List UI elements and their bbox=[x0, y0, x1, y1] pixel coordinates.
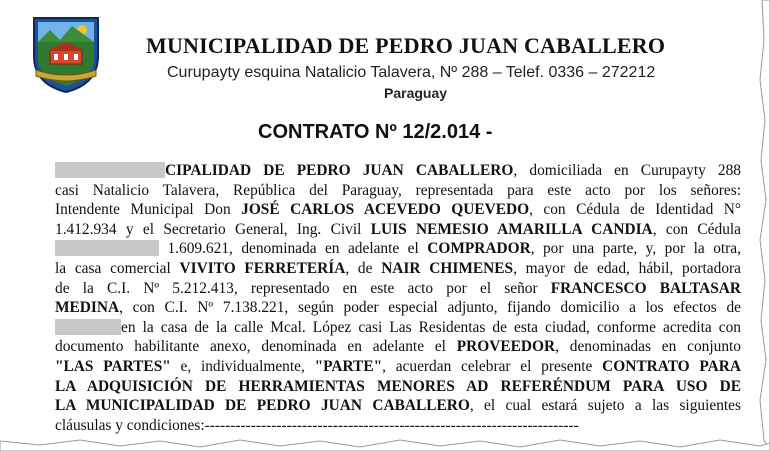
municipal-coat-of-arms-icon bbox=[30, 12, 102, 94]
municipality-address: Curupayty esquina Natalicio Talavera, Nº 288 – Telef. 0336 – 272212 bbox=[167, 64, 656, 81]
body-text-segment: , con Cédula de Identidad N° bbox=[529, 201, 742, 219]
redaction-bar bbox=[55, 240, 159, 256]
bold-text: "PARTE" bbox=[314, 357, 383, 375]
bold-text: PROVEEDOR bbox=[456, 338, 556, 356]
body-text-segment: Intendente Municipal Don bbox=[55, 201, 242, 219]
bold-text: LA ADQUISICIÓN DE HERRAMIENTAS MENORES AD REFERÉNDUM PARA USO DE bbox=[55, 377, 741, 395]
contract-line bbox=[55, 357, 741, 377]
bold-text: NAIR CHIMENES bbox=[381, 259, 514, 277]
contract-line bbox=[55, 200, 741, 220]
bold-text: COMPRADOR bbox=[427, 240, 531, 258]
contract-line bbox=[55, 220, 741, 240]
body-text-segment: , denominadas en conjunto bbox=[555, 338, 741, 356]
body-text-segment: de la C.I. Nº 5.212.413, representado en este acto por el señor bbox=[55, 279, 551, 297]
contract-line bbox=[55, 396, 741, 416]
body-text-segment: , el cual estará sujeto a las siguientes bbox=[469, 397, 741, 415]
body-text-segment: , con C.I. Nº 7.138.221, según poder especial adjunto, fijando domicilio a los efectos de bbox=[119, 299, 741, 317]
body-text-segment: cláusulas y condiciones:------------------------------------------------------------------------- bbox=[55, 416, 579, 434]
body-text-segment: documento habilitante anexo, denominada en adelante el bbox=[55, 338, 457, 356]
contract-line bbox=[55, 337, 741, 357]
bold-text: FRANCESCO BALTASAR bbox=[550, 279, 741, 297]
redaction-bar bbox=[55, 162, 165, 178]
bold-text: MEDINA bbox=[55, 299, 120, 317]
body-text-segment: , de bbox=[345, 259, 382, 277]
contract-line bbox=[55, 377, 741, 397]
contract-line bbox=[55, 181, 741, 201]
body-text-segment: la casa comercial bbox=[55, 259, 180, 277]
body-text-segment: 1.609.621, denominada en adelante el bbox=[167, 240, 428, 258]
contract-line bbox=[55, 161, 741, 181]
body-text-segment: en la casa de la calle Mcal. López casi Las Residentas de esta ciudad, conforme acredita con bbox=[121, 318, 741, 336]
body-text-segment: , acuerdan celebrar el presente bbox=[382, 357, 603, 375]
contract-title: CONTRATO Nº 12/2.014 - bbox=[258, 121, 493, 143]
contract-line bbox=[55, 318, 741, 338]
municipality-name: MUNICIPALIDAD DE PEDRO JUAN CABALLERO bbox=[146, 33, 666, 58]
contract-line bbox=[55, 259, 741, 279]
bold-text: LA MUNICIPALIDAD DE PEDRO JUAN CABALLERO bbox=[55, 397, 470, 415]
body-text-segment: , domiciliada en Curupayty 288 bbox=[513, 162, 742, 179]
contract-line bbox=[55, 298, 741, 318]
body-text-segment: 1.412.934 y el Secretario General, Ing. Civil bbox=[55, 220, 371, 238]
body-text-segment: casi Natalicio Talavera, República del Paraguay, representada para este acto por los señores: bbox=[55, 181, 741, 199]
country-name: Paraguay bbox=[384, 85, 448, 101]
bold-text: JOSÉ CARLOS ACEVEDO QUEVEDO bbox=[241, 201, 530, 219]
bold-text: VIVITO FERRETERÍA bbox=[179, 259, 346, 277]
body-text-segment: , por una parte, y, por la otra, bbox=[530, 240, 741, 258]
bold-text: CONTRATO PARA bbox=[602, 357, 741, 375]
contract-body bbox=[55, 161, 741, 435]
body-text-segment: , con Cédula bbox=[652, 220, 741, 238]
bold-text: LUIS NEMESIO AMARILLA CANDIA bbox=[370, 220, 653, 238]
body-text-segment: , mayor de edad, hábil, portadora bbox=[513, 259, 741, 277]
contract-line bbox=[55, 416, 741, 436]
redaction-bar bbox=[55, 319, 121, 335]
bold-text: CIPALIDAD DE PEDRO JUAN CABALLERO bbox=[165, 162, 514, 179]
body-text-segment: e, individualmente, bbox=[170, 357, 315, 375]
contract-line bbox=[55, 279, 741, 299]
contract-line bbox=[55, 239, 741, 259]
bold-text: "LAS PARTES" bbox=[55, 357, 171, 375]
